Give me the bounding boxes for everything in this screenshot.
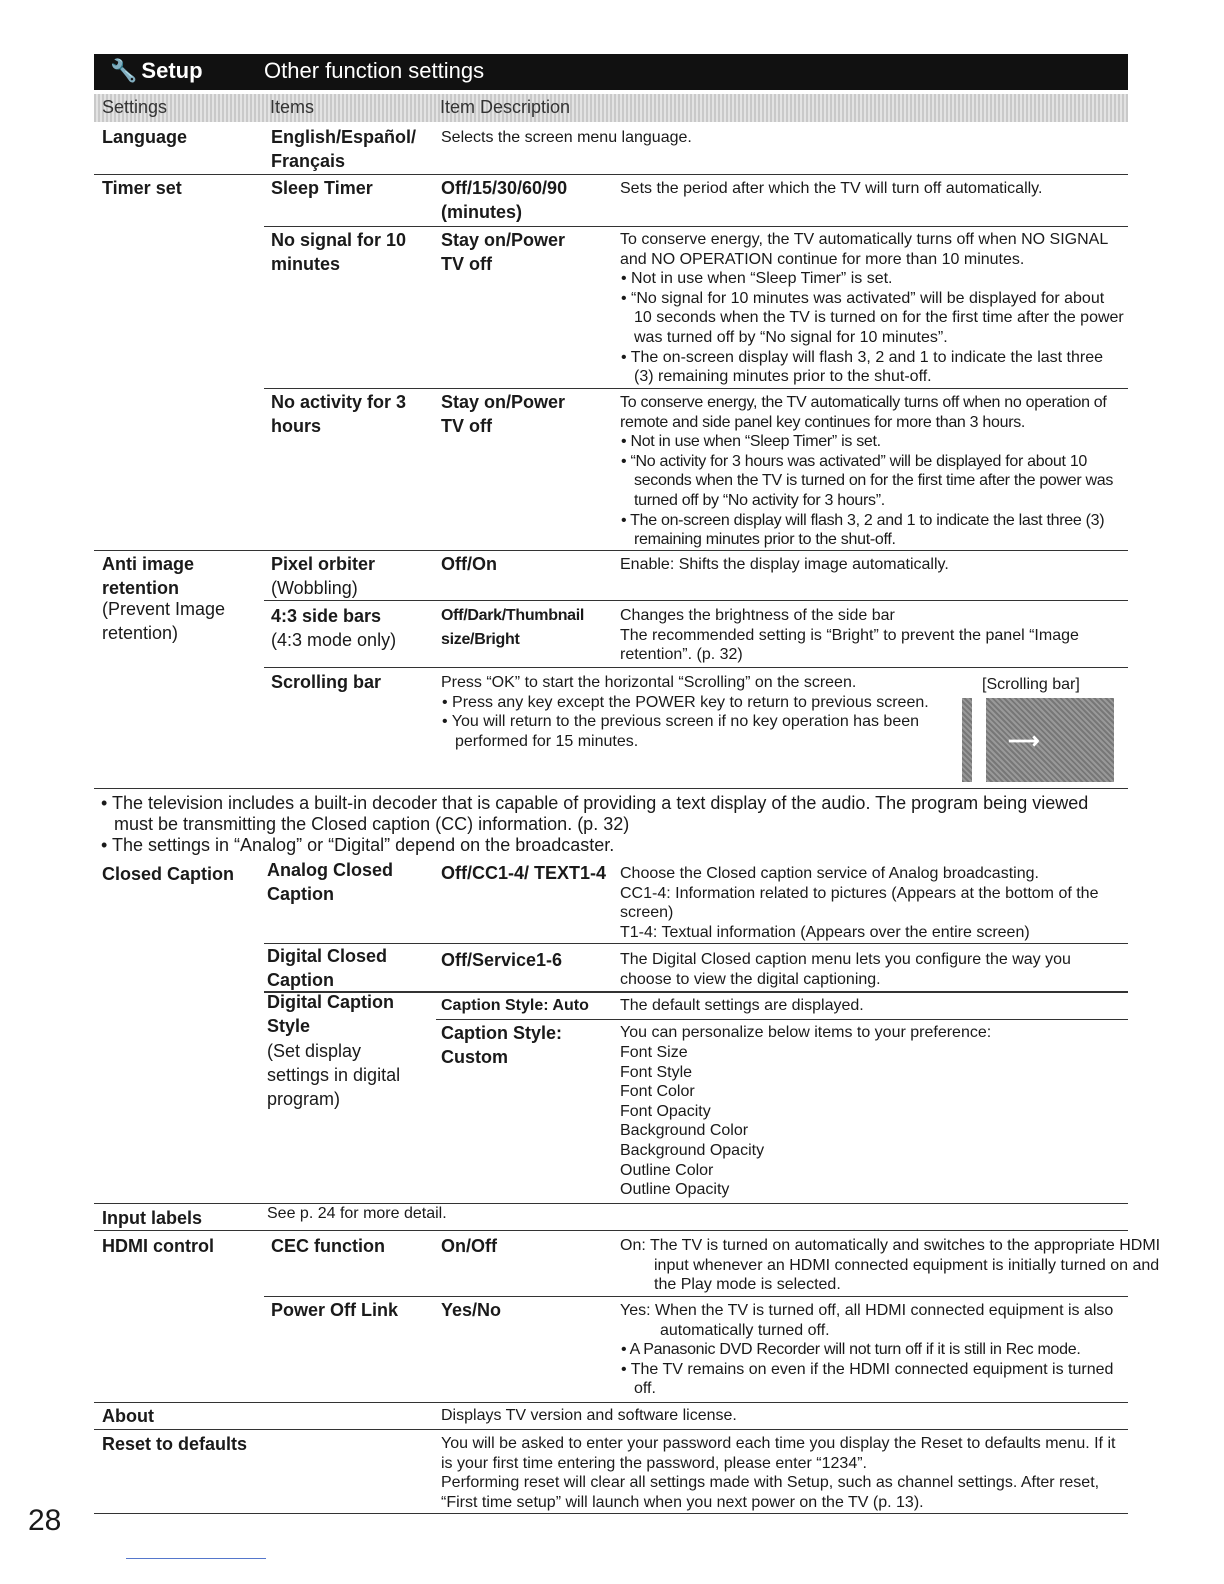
side-bars-desc-1: Changes the brightness of the side bar — [620, 607, 895, 624]
divider — [94, 788, 1128, 789]
nosignal-desc: To conserve energy, the TV automatically turns off when NO SIGNAL and NO OPERATION continue for more than 10 minutes. — [620, 231, 1108, 268]
list-item: Font Style — [620, 1063, 693, 1081]
reset-desc-block — [441, 1434, 1121, 1512]
timer-setting: Timer set — [102, 178, 182, 198]
setup-text: Setup — [141, 58, 203, 83]
scrolling-bar-caption: [Scrolling bar] — [982, 676, 1080, 693]
nosignal-bullet-1: • Not in use when “Sleep Timer” is set. — [621, 270, 893, 288]
col-items: Items — [270, 97, 315, 117]
scrolling-bar-desc: Press “OK” to start the horizontal “Scrolling” on the screen. — [441, 674, 857, 691]
noactivity-value: Stay on/Power TV off — [441, 392, 566, 436]
analog-cc-value: Off/CC1-4/ TEXT1-4 — [441, 863, 607, 883]
reset-desc-2: Performing reset will clear all settings made with Setup, such as channel settings. After reset, “First time setup” will launch when you next power on the TV (p. 13). — [441, 1474, 1100, 1511]
side-bars-desc-2: The recommended setting is “Bright” to prevent the panel “Image retention”. (p. 32) — [620, 626, 1079, 664]
col-settings: Settings — [102, 97, 168, 117]
caption-style-auto-desc: The default settings are displayed. — [620, 997, 864, 1014]
note-1: • The television includes a built-in decoder that is capable of providing a text display of the audio. The program being viewed must be transmitting the Closed caption (CC) information. (p. 32) — [101, 793, 1089, 834]
scrolling-bar-bullet-2: • You will return to the previous screen if no key operation has been performed for 15 minutes. — [442, 713, 920, 750]
list-item: Font Color — [620, 1083, 695, 1101]
sleep-timer-item: Sleep Timer — [271, 178, 373, 198]
analog-cc-item: Analog Closed Caption — [267, 860, 394, 904]
pixel-orbiter-item: Pixel orbiter — [271, 554, 376, 574]
scrolling-bar-desc-block — [441, 673, 941, 751]
pixel-orbiter-sub: (Wobbling) — [271, 578, 358, 598]
wrench-icon: 🔧 — [110, 58, 138, 83]
caption-style-item: Digital Caption Style — [267, 992, 394, 1036]
sleep-timer-desc: Sets the period after which the TV will turn off automatically. — [620, 180, 1043, 197]
about-setting: About — [102, 1406, 154, 1426]
nosignal-desc-block — [620, 230, 1125, 387]
reset-desc-1: You will be asked to enter your password each time you display the Reset to defaults menu. If it is your first time entering the password, please enter “1234”. — [441, 1435, 1116, 1472]
analog-cc-desc-2: CC1-4: Information related to pictures (Appears at the bottom of the screen) — [620, 884, 1099, 922]
noactivity-desc-block — [620, 393, 1126, 550]
scrolling-bar-illustration — [962, 698, 1114, 782]
power-off-link-desc-block — [620, 1301, 1128, 1399]
nosignal-value: Stay on/Power TV off — [441, 230, 566, 274]
input-labels-desc: See p. 24 for more detail. — [267, 1205, 447, 1222]
divider — [94, 1402, 1128, 1403]
divider — [436, 1019, 1128, 1020]
side-bars-value: Off/Dark/Thumbnail size/Bright — [441, 607, 585, 648]
noactivity-item: No activity for 3 hours — [271, 392, 407, 436]
nosignal-item: No signal for 10 minutes — [271, 230, 407, 274]
divider — [94, 174, 1128, 175]
divider — [264, 226, 1128, 227]
divider — [94, 1429, 1128, 1430]
noactivity-bullet-3: • The on-screen display will flash 3, 2 and 1 to indicate the last three (3) remaining minutes prior to the shut-off. — [621, 511, 1105, 549]
header-banner — [94, 54, 1128, 90]
language-desc: Selects the screen menu language. — [441, 129, 692, 146]
power-off-link-item: Power Off Link — [271, 1300, 399, 1320]
power-off-link-value: Yes/No — [441, 1300, 502, 1320]
anti-setting-sub: (Prevent Image retention) — [102, 599, 226, 643]
list-item: Outline Color — [620, 1161, 714, 1179]
analog-cc-desc-3: T1-4: Textual information (Appears over the entire screen) — [620, 923, 1030, 941]
input-labels-setting: Input labels — [102, 1208, 203, 1228]
scrolling-bar-bullet-1: • Press any key except the POWER key to return to previous screen. — [442, 693, 929, 711]
pixel-orbiter-value: Off/On — [441, 554, 497, 574]
caption-style-auto-value: Caption Style: Auto — [441, 997, 589, 1014]
cec-value: On/Off — [441, 1236, 497, 1256]
cec-desc: On: The TV is turned on automatically and switches to the appropriate HDMI input whenever an HDMI connected equipment is initially turned on and the Play mode is selected. — [620, 1237, 1161, 1294]
list-item: Outline Opacity — [620, 1181, 730, 1199]
cc-setting: Closed Caption — [102, 864, 235, 884]
noactivity-bullet-1: • Not in use when “Sleep Timer” is set. — [621, 433, 881, 451]
power-off-link-desc: Yes: When the TV is turned off, all HDMI connected equipment is also automatically turned off. — [620, 1302, 1114, 1339]
noactivity-bullet-2: • “No activity for 3 hours was activated” will be displayed for about 10 seconds when the TV is turned on for the first time after the power was turned off by “No activity for 3 hours”. — [621, 452, 1114, 509]
caption-style-list — [620, 1043, 764, 1200]
setup-label — [110, 58, 203, 84]
side-bars-desc-block — [620, 606, 1120, 665]
analog-cc-desc-1: Choose the Closed caption service of Analog broadcasting. — [620, 865, 1039, 882]
cec-item: CEC function — [271, 1236, 385, 1256]
divider — [94, 550, 1128, 551]
power-off-link-bullet-2: • The TV remains on even if the HDMI connected equipment is turned off. — [621, 1360, 1114, 1398]
language-setting: Language — [102, 127, 188, 147]
divider — [264, 667, 1128, 668]
caption-style-sub: (Set display settings in digital program) — [267, 1041, 401, 1109]
page-number: 28 — [28, 1504, 62, 1537]
caption-style-custom-desc: You can personalize below items to your preference: — [620, 1024, 992, 1041]
divider — [94, 1513, 1128, 1514]
anti-setting: Anti image retention — [102, 554, 195, 598]
caption-style-custom-value: Caption Style: Custom — [441, 1023, 563, 1067]
about-desc: Displays TV version and software license. — [441, 1407, 737, 1424]
digital-cc-item: Digital Closed Caption — [267, 946, 388, 990]
pixel-orbiter-desc: Enable: Shifts the display image automatically. — [620, 556, 949, 573]
divider — [94, 1203, 1128, 1204]
list-item: Font Size — [620, 1044, 688, 1061]
analog-cc-desc-block — [620, 864, 1110, 942]
side-bars-sub: (4:3 mode only) — [271, 630, 397, 650]
notes-block — [100, 793, 1110, 856]
nosignal-bullet-3: • The on-screen display will flash 3, 2 and 1 to indicate the last three (3) remaining minutes prior to the shut-off. — [621, 348, 1104, 386]
divider — [264, 1296, 1128, 1297]
list-item: Background Opacity — [620, 1141, 765, 1159]
digital-cc-desc: The Digital Closed caption menu lets you configure the way you choose to view the digital captioning. — [620, 951, 1071, 988]
footer-line — [126, 1558, 266, 1559]
reset-setting: Reset to defaults — [102, 1434, 248, 1454]
col-description: Item Description — [440, 97, 571, 117]
arrow-right-icon: ⟶ — [1008, 728, 1040, 753]
divider — [264, 388, 1128, 389]
side-bars-item: 4:3 side bars — [271, 606, 382, 626]
nosignal-bullet-2: • “No signal for 10 minutes was activated” will be displayed for about 10 seconds when the TV is turned on for the first time after the power was turned off by “No signal for 10 minutes”. — [621, 289, 1124, 346]
page-title: Other function settings — [264, 58, 485, 83]
list-item: Background Color — [620, 1122, 749, 1140]
column-header-row — [94, 94, 1128, 122]
sleep-timer-value: Off/15/30/60/90 (minutes) — [441, 178, 568, 222]
divider — [94, 1230, 1128, 1231]
note-2: • The settings in “Analog” or “Digital” depend on the broadcaster. — [101, 835, 615, 855]
language-item: English/Español/ Français — [271, 127, 417, 171]
scrolling-bar-item: Scrolling bar — [271, 672, 382, 692]
noactivity-desc: To conserve energy, the TV automatically turns off when no operation of remote and side panel key continues for more than 3 hours. — [620, 394, 1107, 431]
list-item: Font Opacity — [620, 1102, 711, 1120]
power-off-link-bullet-1: • A Panasonic DVD Recorder will not turn off if it is still in Rec mode. — [621, 1341, 1081, 1359]
divider — [264, 600, 1128, 601]
hdmi-setting: HDMI control — [102, 1236, 214, 1256]
digital-cc-value: Off/Service1-6 — [441, 950, 563, 970]
